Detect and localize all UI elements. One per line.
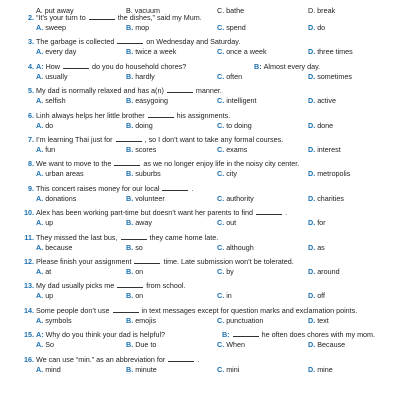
option-letter: A. (36, 47, 46, 57)
option-c (217, 316, 263, 325)
answer-blank (117, 37, 143, 44)
question-text-after: , so I don’t want to take any formal courses. (142, 135, 284, 144)
question-text-before: Why do you think your dad is helpful? (45, 330, 166, 340)
question-text-before: “It’s your turn to (36, 13, 88, 22)
option-b (126, 96, 168, 105)
option-letter: D. (308, 23, 318, 32)
question-text-after: . (282, 208, 287, 218)
answer-blank (134, 257, 160, 264)
option-text: easygoing (135, 96, 168, 106)
question-number: 2. (28, 13, 34, 22)
option-b (126, 291, 143, 300)
option-a (36, 23, 66, 32)
option-letter: A. (36, 71, 46, 81)
option-text: active (317, 96, 336, 106)
options-row (36, 291, 396, 300)
question-text (36, 355, 199, 364)
question-number: 12. (24, 257, 34, 266)
option-d (308, 23, 325, 32)
option-text: on (135, 291, 144, 301)
options-row (36, 243, 396, 252)
option-letter: B. (126, 71, 136, 81)
option-text: emojis (135, 315, 156, 325)
speaker-b-line (254, 62, 320, 71)
question-text-before: This concert raises money for our local (36, 183, 162, 193)
option-letter: D. (308, 364, 318, 374)
options-row (36, 96, 396, 105)
option-d (308, 365, 333, 374)
option-c (217, 194, 254, 203)
option-letter: B. (126, 267, 136, 276)
options-row (36, 47, 396, 56)
option-text: intelligent (226, 96, 257, 106)
speaker-b-text: Almost every day. (263, 61, 321, 71)
option-a (36, 340, 54, 349)
option-a (36, 96, 66, 105)
option-letter: A. (36, 291, 46, 301)
option-text: So (45, 340, 54, 350)
option-text: Due to (135, 340, 157, 350)
option-a: A. put away (36, 6, 74, 15)
option-letter: A. (36, 23, 46, 32)
option-letter: C. (217, 23, 227, 32)
option-text: three times (317, 47, 353, 57)
option-b (126, 243, 143, 252)
option-d (308, 218, 326, 227)
option-text: as (317, 242, 325, 252)
answer-blank (121, 233, 147, 240)
question-text-after: . (189, 183, 194, 193)
option-d (308, 340, 345, 349)
option-text: for (317, 218, 326, 228)
option-text: every day (45, 47, 77, 57)
option-text: done (317, 120, 334, 130)
option-letter: B. (126, 120, 136, 130)
option-b (126, 169, 161, 178)
option-d (308, 47, 353, 56)
question-text-before: Some people don’t use (36, 305, 112, 315)
option-text: scores (135, 145, 157, 154)
answer-blank (162, 184, 188, 191)
option-d (308, 96, 336, 105)
answer-blank (116, 135, 142, 142)
option-d (308, 72, 352, 81)
option-letter: C. (217, 193, 227, 203)
option-letter: B. (126, 218, 136, 228)
option-text: interest (317, 145, 341, 154)
option-text: in (226, 291, 232, 301)
option-a (36, 218, 53, 227)
question-text (36, 306, 357, 315)
option-letter: B. (126, 96, 136, 106)
option-text: away (135, 218, 152, 228)
option-c (217, 145, 247, 154)
question-text-before: How (45, 61, 62, 71)
question-text-after: do you do household chores? (89, 61, 187, 71)
answer-blank (168, 355, 194, 362)
question-text-after: time. Late submission won’t be tolerated. (161, 257, 294, 266)
answer-blank (114, 159, 140, 166)
option-text: up (45, 218, 54, 228)
question-text (36, 208, 287, 217)
question-text-before: I’m learning Thai just for (36, 135, 115, 144)
option-letter: B. (126, 193, 136, 203)
option-text: do (317, 23, 326, 32)
question-number: 15. (24, 330, 34, 340)
option-letter: A. (36, 169, 46, 179)
option-letter: C. (217, 71, 227, 81)
option-letter: C. (217, 218, 227, 228)
option-letter: B. (126, 340, 136, 350)
option-letter: D. (308, 242, 318, 252)
option-c (217, 218, 236, 227)
option-b (126, 340, 156, 349)
option-text: on (135, 267, 144, 276)
option-text: mine (317, 364, 333, 374)
option-letter: D. (308, 291, 318, 301)
option-letter: B. (126, 145, 136, 154)
question-text-after: his assignments. (174, 110, 231, 120)
option-text: sometimes (317, 71, 352, 81)
option-letter: A. (36, 364, 46, 374)
option-letter: C. (217, 47, 227, 57)
option-text: charities (317, 193, 344, 203)
options-row (36, 169, 396, 178)
question-text-after: manner. (193, 86, 222, 96)
option-letter: D. (308, 120, 318, 130)
speaker-a-label: A: (36, 61, 46, 71)
option-text: fun (45, 145, 56, 154)
option-text: mind (45, 364, 61, 374)
question-text-before: My dad is normally relaxed and has a(n) (36, 86, 166, 96)
option-letter: B. (126, 364, 136, 374)
option-text: suburbs (135, 169, 161, 179)
option-a (36, 365, 61, 374)
question-text (36, 37, 240, 46)
option-b (126, 218, 152, 227)
option-d (308, 194, 344, 203)
option-letter: A. (36, 267, 46, 276)
question-text (36, 159, 299, 168)
question-number: 6. (28, 110, 34, 120)
question-text-before: We can use “min.” as an abbreviation for (36, 354, 168, 364)
option-letter: A. (36, 340, 46, 350)
option-letter: C. (217, 169, 227, 179)
question-number: 4. (28, 61, 34, 71)
option-letter: C. (217, 340, 227, 350)
option-letter: C. (217, 291, 227, 301)
option-b (126, 267, 143, 276)
option-letter: B. (126, 47, 136, 57)
option-text: When (226, 340, 245, 350)
question-text-after: as we no longer enjoy life in the noisy city center. (141, 159, 300, 169)
options-row (36, 340, 396, 349)
option-text: to doing (226, 120, 252, 130)
option-letter: C. (217, 267, 227, 276)
answer-blank (233, 330, 259, 337)
option-d (308, 267, 340, 276)
option-d (308, 243, 325, 252)
option-a (36, 194, 76, 203)
option-c (217, 23, 246, 32)
option-c (217, 121, 252, 130)
option-text: do (45, 120, 54, 130)
option-letter: D. (308, 169, 318, 179)
option-text: exams (226, 145, 248, 154)
option-letter: C. (217, 120, 227, 130)
option-letter: D. (308, 47, 318, 57)
option-text: because (45, 242, 73, 252)
option-d: D. break (308, 6, 336, 15)
speaker-b-line (222, 330, 375, 339)
options-row (36, 365, 396, 374)
option-c (217, 47, 267, 56)
answer-blank (89, 13, 115, 20)
option-letter: D. (308, 145, 318, 154)
option-text: at (45, 267, 52, 276)
option-a (36, 316, 72, 325)
question-number: 7. (28, 135, 34, 144)
answer-blank (167, 86, 193, 93)
option-letter: D. (308, 96, 318, 106)
option-b (126, 72, 155, 81)
question-text-before: We want to move to the (36, 159, 114, 169)
question-text-after: on Wednesday and Saturday. (144, 37, 241, 47)
option-c (217, 72, 242, 81)
option-text: out (226, 218, 237, 228)
option-text: so (135, 242, 143, 252)
question-text (36, 61, 321, 71)
option-letter: C. (217, 242, 227, 252)
options-row (36, 72, 396, 81)
option-a (36, 145, 55, 154)
option-letter: D. (308, 340, 318, 350)
option-c (217, 96, 257, 105)
option-letter: D. (308, 71, 318, 81)
option-letter: D. (308, 315, 318, 325)
option-letter: B. (126, 169, 136, 179)
question-text (36, 184, 193, 193)
option-b (126, 316, 156, 325)
question-number: 8. (28, 159, 34, 169)
question-text (36, 233, 218, 242)
question-text (36, 135, 283, 144)
option-c (217, 365, 239, 374)
answer-blank (148, 111, 174, 118)
option-c (217, 340, 245, 349)
speaker-b-text: he often does chores with my mom. (259, 330, 376, 340)
option-a (36, 47, 76, 56)
option-a (36, 243, 72, 252)
option-text: urban areas (45, 169, 84, 179)
option-text: around (317, 267, 340, 276)
option-a (36, 267, 51, 276)
speaker-a-label: A: (36, 330, 46, 340)
option-b: B. vacuum (126, 6, 160, 15)
option-d (308, 169, 350, 178)
option-b (126, 145, 156, 154)
option-a (36, 291, 53, 300)
option-a (36, 121, 53, 130)
question-number: 11. (24, 232, 34, 242)
question-text-before: They missed the last bus, (36, 232, 120, 242)
question-text-after: in text messages except for question marks and exclamation points. (139, 305, 358, 315)
option-text: Because (317, 340, 346, 350)
option-text: up (45, 291, 54, 301)
option-b (126, 121, 153, 130)
option-letter: D. (308, 193, 318, 203)
answer-blank (63, 62, 89, 69)
option-d (308, 145, 341, 154)
option-b (126, 194, 165, 203)
question-text (36, 281, 185, 290)
option-d (308, 291, 325, 300)
options-row (36, 194, 396, 203)
option-c (217, 243, 254, 252)
options-row (36, 218, 396, 227)
option-text: minute (135, 364, 157, 374)
speaker-b-label: B: (254, 61, 264, 71)
option-text: donations (45, 193, 77, 203)
option-c (217, 291, 232, 300)
options-row (36, 121, 396, 130)
question-text-after: from school. (144, 281, 186, 291)
option-letter: A. (36, 96, 46, 106)
question-number: 10. (24, 208, 34, 218)
option-text: twice a week (135, 47, 177, 57)
option-b (126, 365, 157, 374)
question-text-before: The garbage is collected (36, 37, 117, 47)
option-d (308, 316, 329, 325)
option-text: city (226, 169, 237, 179)
option-letter: C. (217, 364, 227, 374)
option-letter: B. (126, 315, 136, 325)
option-c (217, 267, 234, 276)
option-text: off (317, 291, 326, 301)
option-letter: D. (308, 267, 318, 276)
option-text: volunteer (135, 193, 165, 203)
option-text: sweep (45, 23, 66, 32)
option-letter: C. (217, 315, 227, 325)
option-text: although (226, 242, 254, 252)
option-text: usually (45, 71, 68, 81)
option-c: C. bathe (217, 6, 245, 15)
option-a (36, 72, 68, 81)
question-text-before: Alex has been working part-time but doesn’t want her parents to find (36, 208, 255, 218)
option-text: by (226, 267, 234, 276)
question-text-before: My dad usually picks me (36, 281, 117, 291)
option-text: mini (226, 364, 240, 374)
answer-blank (256, 208, 282, 215)
option-text: spend (226, 23, 246, 32)
option-text: doing (135, 120, 153, 130)
option-d (308, 121, 333, 130)
option-b (126, 23, 149, 32)
answer-blank (113, 306, 139, 313)
option-text: punctuation (226, 315, 264, 325)
answer-blank (117, 281, 143, 288)
options-row (36, 316, 396, 325)
question-text-after: . (195, 354, 200, 364)
option-text: text (317, 315, 329, 325)
question-number: 5. (28, 86, 34, 96)
question-text-after: they came home late. (147, 232, 219, 242)
question-number: 9. (28, 183, 34, 193)
speaker-b-label: B: (222, 330, 232, 340)
option-text: metropolis (317, 169, 351, 179)
option-text: often (226, 71, 243, 81)
option-letter: B. (126, 291, 136, 301)
question-text (36, 330, 376, 340)
option-letter: A. (36, 242, 46, 252)
question-text (36, 13, 202, 22)
option-letter: D. (308, 218, 318, 228)
option-letter: C. (217, 96, 227, 106)
question-number: 3. (28, 37, 34, 47)
option-letter: A. (36, 315, 46, 325)
option-letter: C. (217, 145, 227, 154)
option-text: symbols (45, 315, 72, 325)
option-letter: A. (36, 193, 46, 203)
question-text-before: Please finish your assignment (36, 257, 134, 266)
options-row (36, 23, 396, 32)
option-text: hardly (135, 71, 155, 81)
question-text-after: the dishes,” said my Mum. (115, 13, 202, 22)
option-text: selfish (45, 96, 66, 106)
options-row (36, 267, 396, 276)
question-text (36, 257, 294, 266)
question-number: 13. (24, 281, 34, 291)
option-letter: A. (36, 145, 46, 154)
question-text-before: Linh always helps her little brother (36, 110, 147, 120)
question-text (36, 111, 230, 120)
options-row (36, 145, 396, 154)
question-number: 16. (24, 354, 34, 364)
option-b (126, 47, 176, 56)
option-letter: A. (36, 218, 46, 228)
option-text: once a week (226, 47, 267, 57)
option-letter: B. (126, 242, 136, 252)
option-letter: A. (36, 120, 46, 130)
option-text: mop (135, 23, 150, 32)
option-c (217, 169, 237, 178)
question-number: 14. (24, 305, 34, 315)
question-text (36, 86, 222, 95)
option-a (36, 169, 84, 178)
option-letter: B. (126, 23, 136, 32)
option-text: authority (226, 193, 254, 203)
